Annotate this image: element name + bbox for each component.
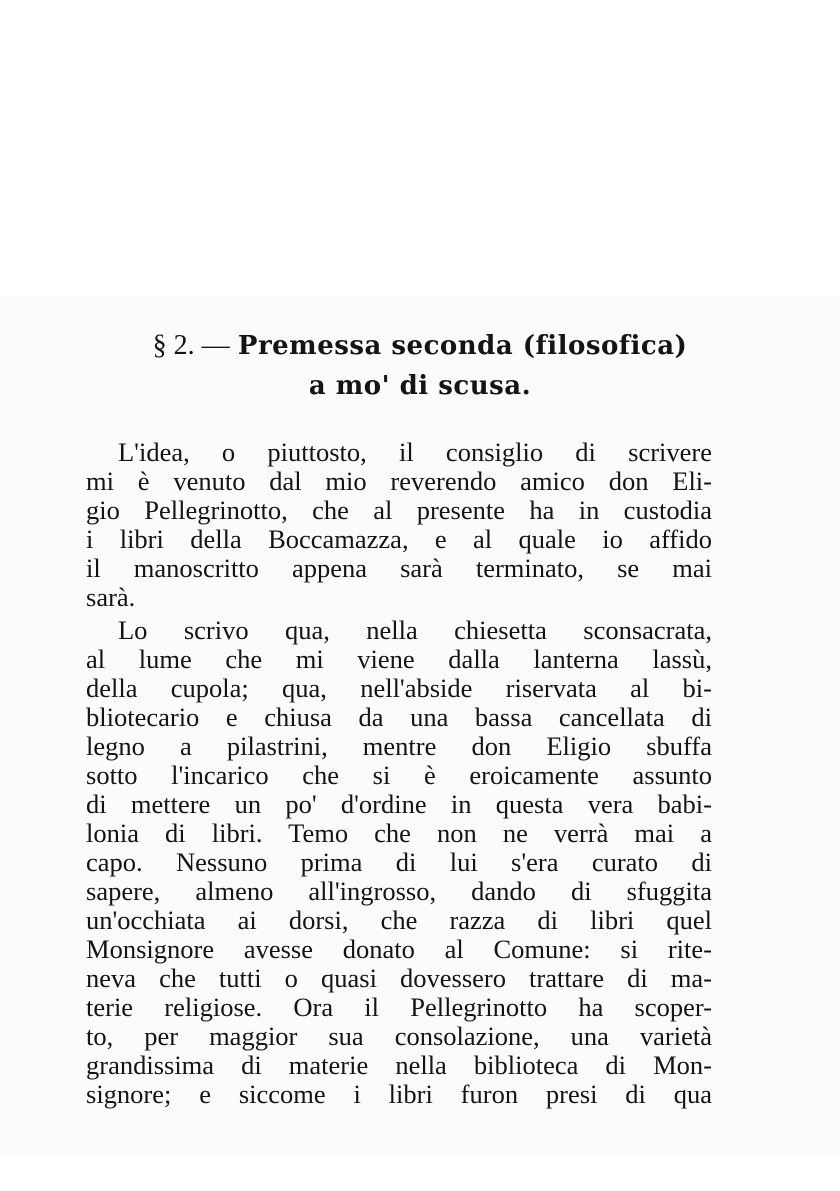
text-line: capo. Nessuno prima di lui s'era curato di — [86, 847, 712, 877]
text-line: un'occhiata ai dorsi, che razza di libri quel — [86, 905, 712, 935]
text-line: legno a pilastrini, mentre don Eligio sbuffa — [86, 731, 712, 761]
text-line: L'idea, o piuttosto, il consiglio di scrivere — [118, 437, 712, 467]
text-line: della cupola; qua, nell'abside riservata al bi- — [86, 673, 712, 703]
text-line: mi è venuto dal mio reverendo amico don Eli- — [86, 466, 712, 496]
section-title-line-1: Premessa seconda (filosofica) — [237, 331, 688, 361]
text-line: lonia di libri. Temo che non ne verrà mai a — [86, 818, 712, 848]
section-subtitle — [60, 366, 780, 406]
section-title-line-2: a mo' di scusa. — [308, 371, 532, 401]
text-line: terie religiose. Ora il Pellegrinotto ha scoper- — [86, 992, 712, 1022]
text-line: to, per maggior sua consolazione, una varietà — [86, 1021, 712, 1051]
text-line: bliotecario e chiusa da una bassa cancellata di — [86, 702, 712, 732]
paragraph-1 — [86, 438, 712, 612]
text-line: di mettere un po' d'ordine in questa vera babi- — [86, 789, 712, 819]
text-line: sotto l'incarico che si è eroicamente assunto — [86, 760, 712, 790]
section-number: § 2. — — [152, 330, 230, 361]
paragraph-2 — [86, 616, 712, 1109]
text-line: al lume che mi viene dalla lanterna lassù, — [86, 644, 712, 674]
text-line: Monsignore avesse donato al Comune: si rite- — [86, 934, 712, 964]
text-line: grandissima di materie nella biblioteca di Mon- — [86, 1050, 712, 1080]
text-line: i libri della Boccamazza, e al quale io affido — [86, 524, 712, 554]
section-heading — [60, 326, 780, 366]
text-line: sapere, almeno all'ingrosso, dando di sfuggita — [86, 876, 712, 906]
text-line: neva che tutti o quasi dovessero trattare di ma- — [86, 963, 712, 993]
text-line: il manoscritto appena sarà terminato, se mai — [86, 553, 712, 583]
text-line: signore; e siccome i libri furon presi di qua — [86, 1079, 712, 1109]
text-line: gio Pellegrinotto, che al presente ha in custodia — [86, 495, 712, 525]
text-line: sarà. — [86, 582, 136, 612]
text-line: Lo scrivo qua, nella chiesetta sconsacrata, — [118, 615, 712, 645]
